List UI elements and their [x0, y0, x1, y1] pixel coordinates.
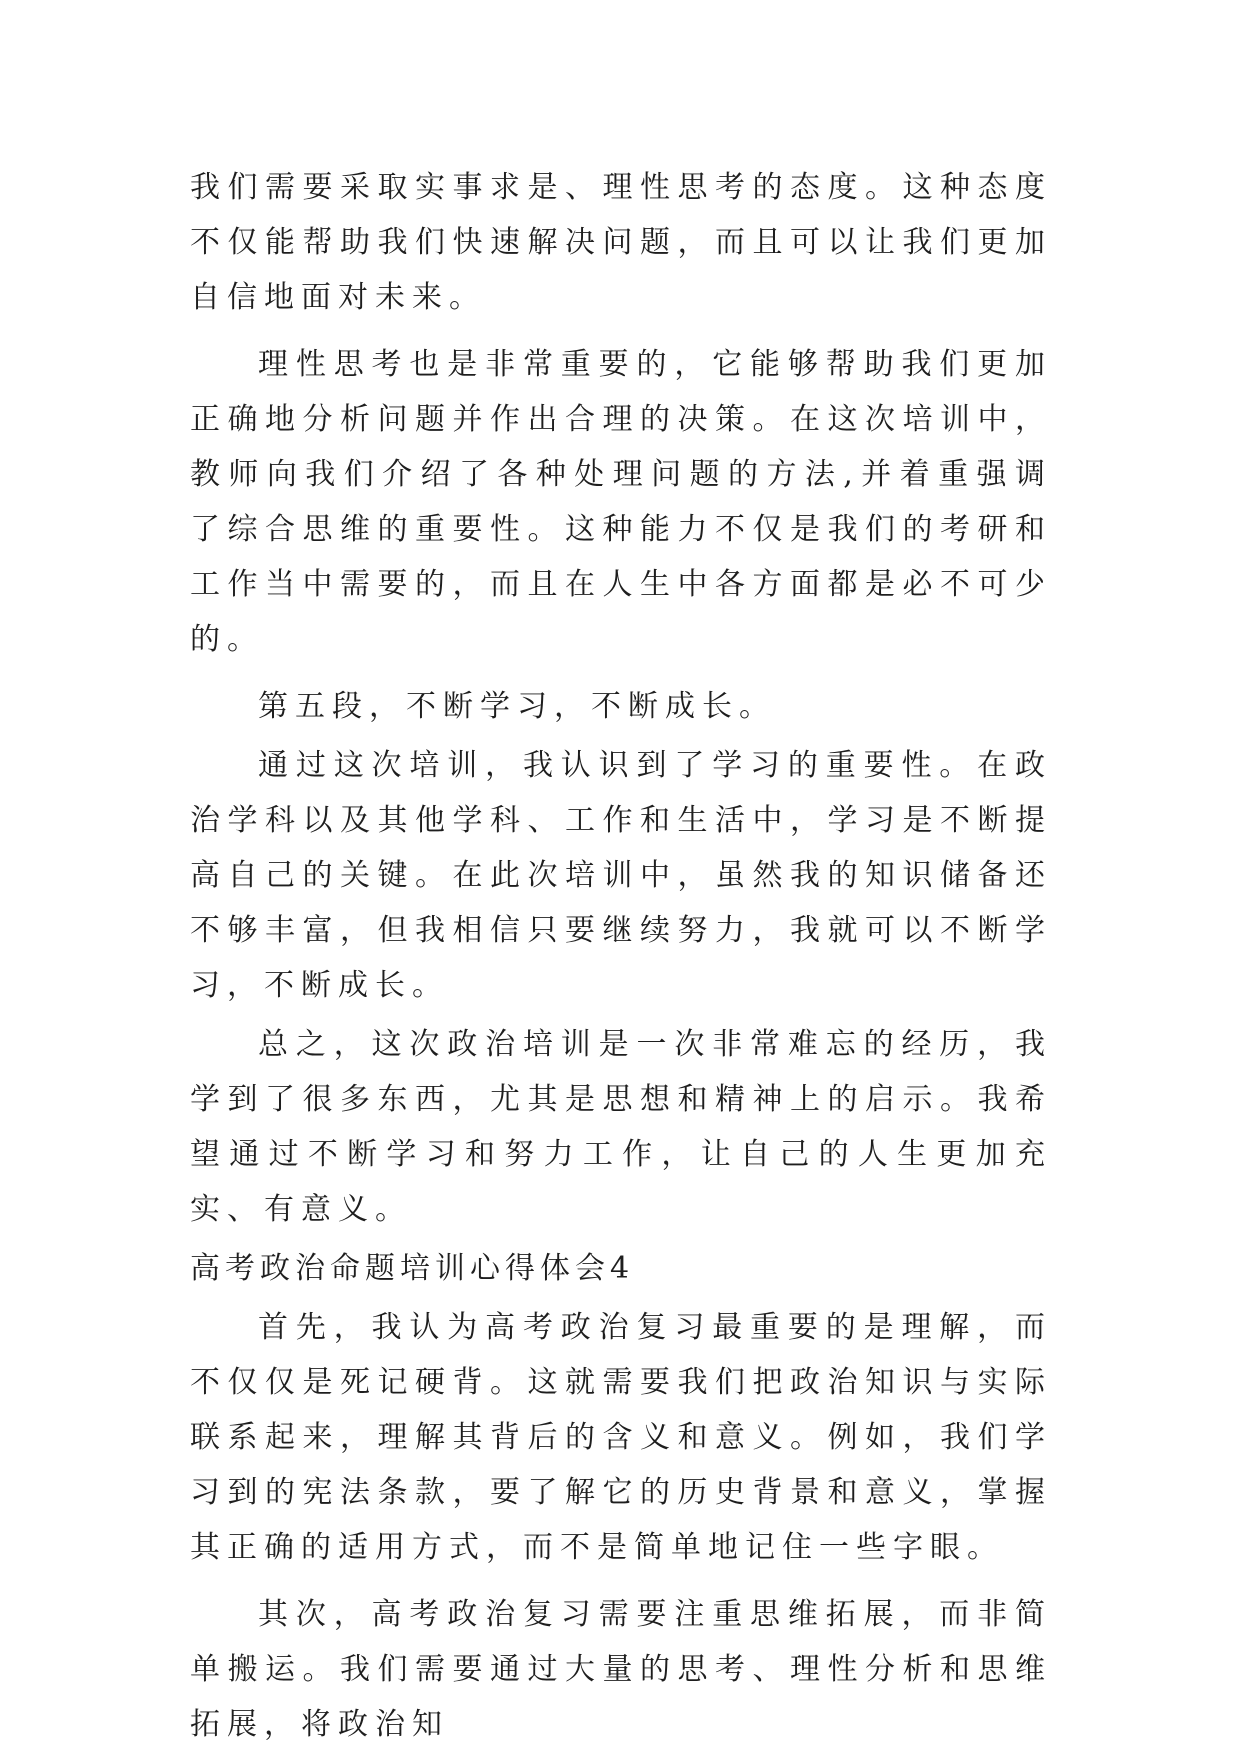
paragraph-continuation: 我们需要采取实事求是、理性思考的态度。这种态度不仅能帮助我们快速解决问题，而且可以让我们更加自信地面对未来。 [190, 170, 1052, 315]
article-title: 高考政治命题培训心得体会4 [190, 1251, 635, 1286]
section-heading-fifth: 第五段，不断学习，不断成长。 [258, 689, 776, 724]
paragraph-conclusion: 总之，这次政治培训是一次非常难忘的经历，我学到了很多东西，尤其是思想和精神上的启示。我希望通过不断学习和努力工作，让自己的人生更加充实、有意义。 [190, 1027, 1052, 1227]
paragraph-rational-thinking: 理性思考也是非常重要的，它能够帮助我们更加正确地分析问题并作出合理的决策。在这次培训中，教师向我们介绍了各种处理问题的方法,并着重强调了综合思维的重要性。这种能力不仅是我们的考研和工作当中需要的，而且在人生中各方面都是必不可少的。 [190, 347, 1052, 657]
paragraph-first-point: 首先，我认为高考政治复习最重要的是理解，而不仅仅是死记硬背。这就需要我们把政治知识与实际联系起来，理解其背后的含义和意义。例如，我们学习到的宪法条款，要了解它的历史背景和意义，掌握其正确的适用方式，而不是简单地记住一些字眼。 [190, 1310, 1052, 1565]
paragraph-learning: 通过这次培训，我认识到了学习的重要性。在政治学科以及其他学科、工作和生活中，学习是不断提高自己的关键。在此次培训中，虽然我的知识储备还不够丰富，但我相信只要继续努力，我就可以不断学习，不断成长。 [190, 748, 1052, 1003]
document-body [190, 160, 1052, 1764]
paragraph-second-point: 其次，高考政治复习需要注重思维拓展，而非简单搬运。我们需要通过大量的思考、理性分析和思维拓展，将政治知 [190, 1597, 1052, 1742]
